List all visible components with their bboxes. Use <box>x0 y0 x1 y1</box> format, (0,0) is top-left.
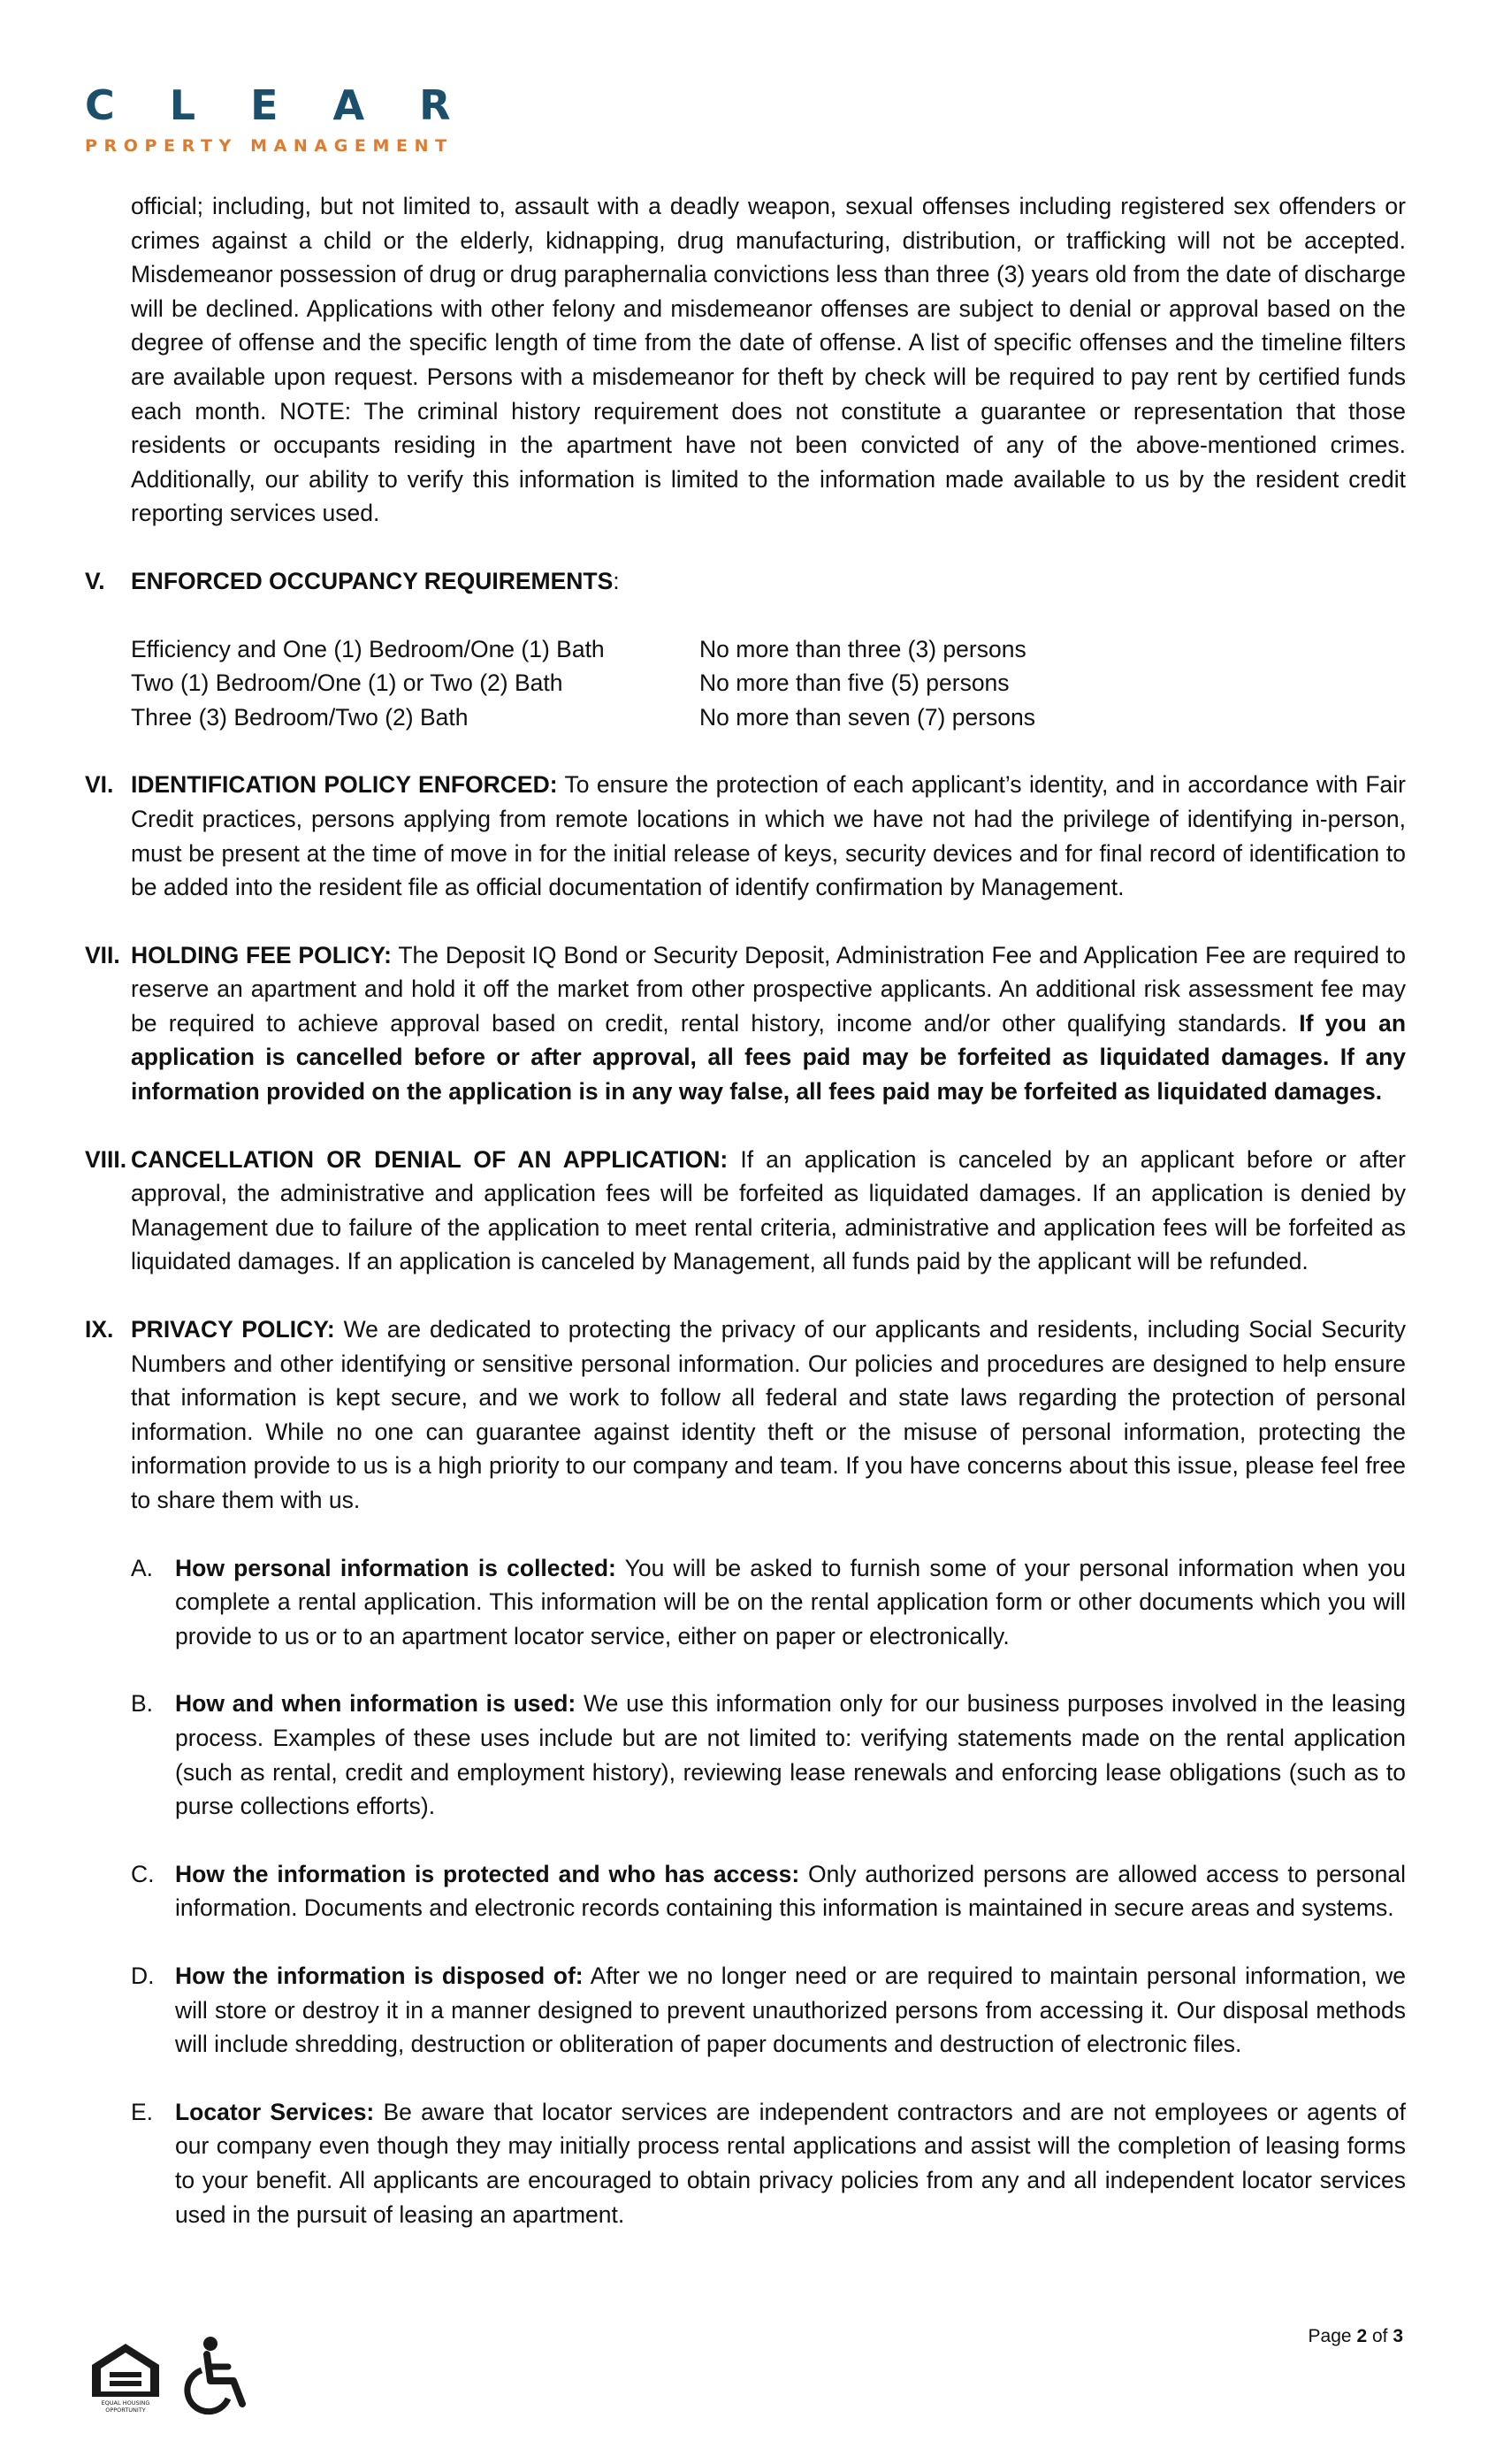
criminal-history-continuation: official; including, but not limited to, assault with a deadly weapon, sexual offenses including registered sex offenders or crimes against a child or the elderly, kidnapping, drug manufacturing, distribution, or trafficking will not be accepted. Misdemeanor possession of drug or drug paraphernalia convictions less than three (3) years old from the date of discharge will be declined. Applications with other felony and misdemeanor offenses are subject to denial or approval based on the degree of offense and the specific length of time from the date of offense. A list of specific offenses and the timeline filters are available upon request. Persons with a misdemeanor for theft by check will be required to pay rent by certified funds each month. NOTE: The criminal history requirement does not constitute a guarantee or representation that those residents or occupants residing in the apartment have not been convicted of any of the above-mentioned crimes. Additionally, our ability to verify this information is limited to the information made available to us by the resident credit reporting services used. <box>131 193 1406 527</box>
equal-bar-top <box>110 2372 141 2377</box>
unit-type: Efficiency and One (1) Bedroom/One (1) Bath <box>131 635 605 662</box>
section-cancellation-denial <box>85 1143 1406 1279</box>
item-letter: C. <box>131 1860 155 1887</box>
body-path <box>207 2354 242 2404</box>
eho-caption: EQUAL HOUSING <box>101 2399 150 2407</box>
page-number: Page 2 of 3 <box>1308 2326 1403 2346</box>
svg-text:OPPORTUNITY: OPPORTUNITY <box>105 2407 146 2414</box>
item-letter: A. <box>131 1554 154 1581</box>
privacy-item-protection <box>85 1857 1406 1925</box>
section-number: V. <box>85 567 105 594</box>
item-text: After we no longer need or are required to maintain personal information, we will store or destroy it in a manner designed to prevent unauthorized persons from accessing it. Our disposal methods will include shredding, destruction or obliteration of paper documents and destruction of electronic files. <box>175 1962 1406 2058</box>
section-number: VI. <box>85 771 114 799</box>
item-letter: B. <box>131 1690 154 1718</box>
section-number: IX. <box>85 1316 114 1343</box>
unit-type: Two (1) Bedroom/One (1) or Two (2) Bath <box>131 670 563 697</box>
item-letter: D. <box>131 1962 155 1989</box>
privacy-item-collection <box>85 1551 1406 1654</box>
document-body <box>85 189 1406 2231</box>
occupancy-limit: No more than five (5) persons <box>699 670 1010 697</box>
privacy-item-usage <box>85 1687 1406 1823</box>
head-circle <box>203 2337 217 2351</box>
section-text: To ensure the protection of each applicant’s identity, and in accordance with Fair Credit practices, persons applying from remote locations in which we have not had the privilege of identifying in-person, must be present at the time of move in for the initial release of keys, security devices and for final record of identification to be added into the resident file as official documentation of identify confirmation by Management. <box>131 771 1406 901</box>
company-logo <box>85 81 506 156</box>
item-text: Be aware that locator services are independent contractors and are not employees or agents of our company even though they may initially process rental applications and assist will the completion of leasing forms to your benefit. All applicants are encouraged to obtain privacy policies from any and all independent locator services used in the pursuit of leasing an apartment. <box>175 2098 1406 2228</box>
privacy-item-disposal <box>85 1959 1406 2062</box>
occupancy-limit: No more than three (3) persons <box>699 635 1026 662</box>
section-heading: IDENTIFICATION POLICY ENFORCED: <box>131 771 558 799</box>
item-heading: How and when information is used: <box>175 1690 576 1718</box>
equal-bar-bottom <box>110 2381 141 2386</box>
logo-subtitle: PROPERTY MANAGEMENT <box>85 136 454 156</box>
section-heading: ENFORCED OCCUPANCY REQUIREMENTS: <box>131 567 620 594</box>
section-heading: PRIVACY POLICY: <box>131 1316 335 1343</box>
item-text: You will be asked to furnish some of your personal information when you complete a rental application. This information will be on the rental application form or other documents which you will provide to us or to an apartment locator service, either on paper or electronically. <box>175 1554 1406 1649</box>
logo-wordmark: CLEAR <box>85 81 506 129</box>
occupancy-limit: No more than seven (7) persons <box>699 703 1036 731</box>
section-occupancy <box>85 564 1406 734</box>
section-text: The Deposit IQ Bond or Security Deposit, Administration Fee and Application Fee are required to reserve an apartment and hold it off the market from other prospective applicants. An additional risk assessment fee may be required to achieve approval based on credit, rental history, income and/or other qualifying standards. <box>131 941 1406 1037</box>
equal-housing-opportunity-icon <box>88 2342 163 2414</box>
wheelchair-accessibility-icon <box>184 2335 253 2416</box>
item-text: We use this information only for our business purposes involved in the leasing process. Examples of these uses include but are not limited to: verifying statements made on the rental application (such as rental, credit and employment history), reviewing lease renewals and enforcing lease obligations (such as to purse collections efforts). <box>175 1690 1406 1820</box>
item-text: Only authorized persons are allowed access to personal information. Documents and electronic records containing this information is maintained in secure areas and systems. <box>175 1860 1406 1922</box>
occupancy-row <box>131 666 1406 700</box>
section-heading: CANCELLATION OR DENIAL OF AN APPLICATION: <box>131 1145 729 1173</box>
section-text: If an application is canceled by an applicant before or after approval, the administrative and application fees will be forfeited as liquidated damages. If an application is denied by Management due to failure of the application to meet rental criteria, administrative and application fees will be forfeited as liquidated damages. If an application is canceled by Management, all funds paid by the applicant will be refunded. <box>131 1145 1406 1275</box>
item-heading: How the information is protected and who has access: <box>175 1860 800 1887</box>
occupancy-row <box>131 700 1406 735</box>
section-number: VIII. <box>85 1145 127 1173</box>
item-letter: E. <box>131 2098 154 2125</box>
section-identification-policy <box>85 768 1406 904</box>
item-heading: Locator Services: <box>175 2098 375 2125</box>
occupancy-row <box>131 632 1406 667</box>
section-heading: HOLDING FEE POLICY: <box>131 941 392 968</box>
section-privacy-policy <box>85 1312 1406 1518</box>
section-holding-fee-policy <box>85 938 1406 1109</box>
item-heading: How personal information is collected: <box>175 1554 616 1581</box>
occupancy-table <box>131 632 1406 735</box>
unit-type: Three (3) Bedroom/Two (2) Bath <box>131 703 469 731</box>
item-heading: How the information is disposed of: <box>175 1962 584 1989</box>
section-text: We are dedicated to protecting the privacy of our applicants and residents, including Social Security Numbers and other identifying or sensitive personal information. Our policies and procedures are designed to help ensure that information is kept secure, and we work to follow all federal and state laws regarding the protection of personal information. While no one can guarantee against identity theft or the misuse of personal information, protecting the information provide to us is a high priority to our company and team. If you have concerns about this issue, please feel free to share them with us. <box>131 1316 1407 1513</box>
section-bold-notice: If you an application is cancelled before or after approval, all fees paid may be forfeited as liquidated damages. If any information provided on the application is in any way false, all fees paid may be forfeited as liquidated damages. <box>131 1009 1406 1106</box>
section-number: VII. <box>85 941 120 968</box>
privacy-item-locator-services <box>85 2095 1406 2231</box>
